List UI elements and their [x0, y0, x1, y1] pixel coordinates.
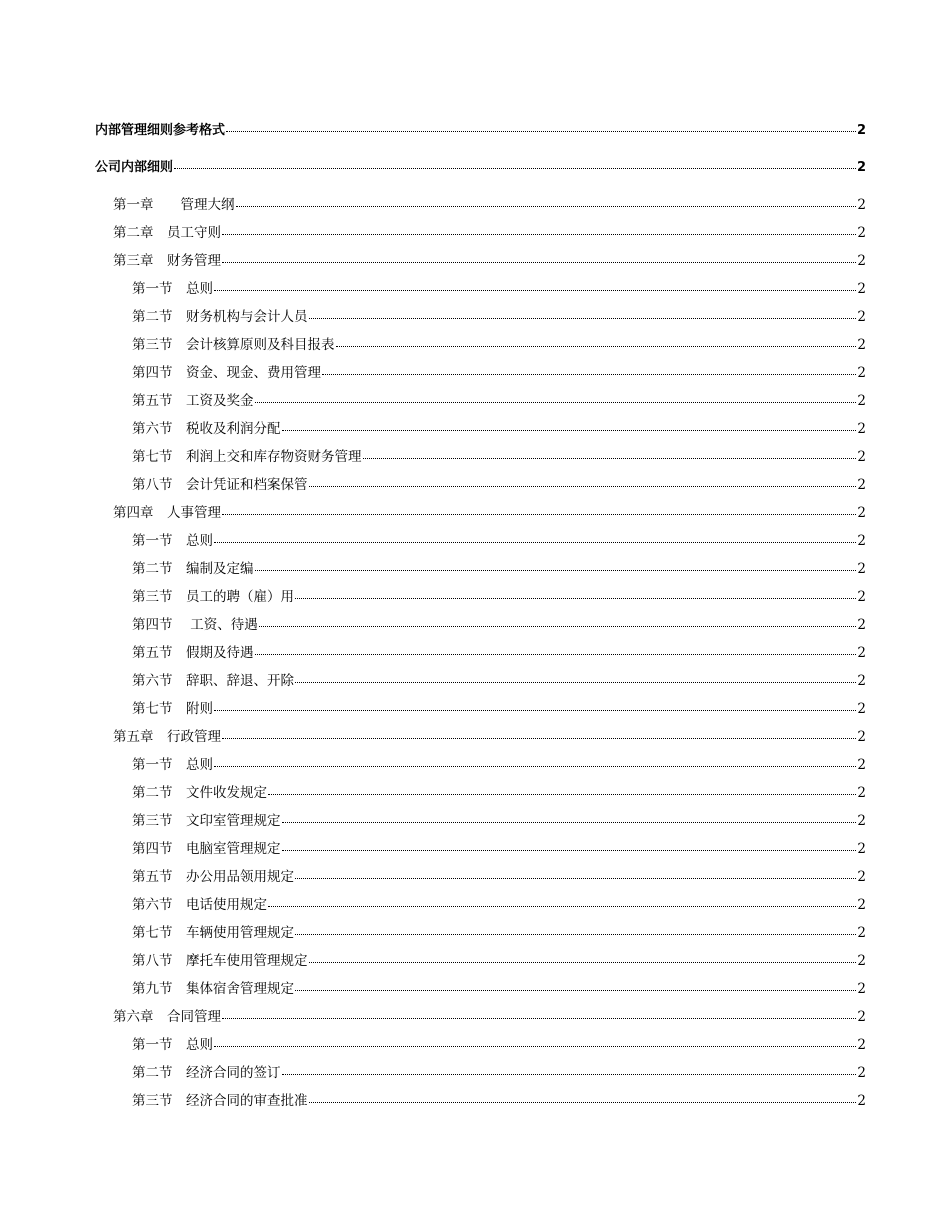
toc-entry-label: 第一章 管理大纲: [113, 197, 235, 213]
toc-entry[interactable]: [95, 919, 866, 947]
toc-dot-leader: [295, 867, 856, 881]
toc-entry[interactable]: [95, 331, 866, 359]
toc-entry-label: 第三节 文印室管理规定: [132, 813, 281, 829]
toc-entry[interactable]: [95, 275, 866, 303]
toc-dot-leader: [255, 559, 857, 573]
toc-entry-page-number: 2: [857, 729, 866, 745]
toc-entry-page-number: 2: [857, 869, 866, 885]
toc-entry-label: 第五节 工资及奖金: [132, 393, 254, 409]
toc-entry-page-number: 2: [857, 281, 866, 297]
toc-dot-leader: [268, 895, 856, 909]
toc-entry-page-number: 2: [857, 981, 866, 997]
toc-entry-page-number: 2: [857, 841, 866, 857]
toc-dot-leader: [222, 727, 856, 741]
toc-entry-label: 第七节 车辆使用管理规定: [132, 925, 294, 941]
toc-dot-leader: [214, 279, 856, 293]
toc-entry[interactable]: [95, 1031, 866, 1059]
toc-entry-label: 第一节 总则: [132, 281, 213, 297]
toc-entry-page-number: 2: [856, 123, 866, 138]
toc-dot-leader: [336, 335, 857, 349]
toc-entry[interactable]: [95, 527, 866, 555]
toc-entry-page-number: 2: [857, 309, 866, 325]
toc-entry-page-number: 2: [857, 449, 866, 465]
toc-entry-label: 第四节 工资、待遇: [132, 617, 258, 633]
toc-dot-leader: [309, 307, 857, 321]
toc-entry-page-number: 2: [857, 1037, 866, 1053]
toc-entry-page-number: 2: [857, 897, 866, 913]
toc-entry-page-number: 2: [857, 925, 866, 941]
toc-entry-label: 第五节 假期及待遇: [132, 645, 254, 661]
toc-dot-leader: [214, 1035, 856, 1049]
toc-entry[interactable]: [95, 779, 866, 807]
toc-dot-leader: [282, 811, 857, 825]
toc-entry[interactable]: [95, 555, 866, 583]
toc-entry-page-number: 2: [857, 757, 866, 773]
toc-entry-page-number: 2: [857, 617, 866, 633]
toc-dot-leader: [222, 503, 856, 517]
toc-entry-label: 第六节 税收及利润分配: [132, 421, 281, 437]
toc-entry[interactable]: [95, 835, 866, 863]
toc-entry[interactable]: [95, 499, 866, 527]
toc-entry-page-number: 2: [857, 393, 866, 409]
toc-entry-label: 第五章 行政管理: [113, 729, 221, 745]
toc-entry-page-number: 2: [857, 533, 866, 549]
toc-entry-label: 第三节 会计核算原则及科目报表: [132, 337, 335, 353]
toc-entry-label: 第二节 经济合同的签订: [132, 1065, 281, 1081]
toc-entry-page-number: 2: [857, 225, 866, 241]
toc-entry[interactable]: [95, 219, 866, 247]
toc-dot-leader: [295, 923, 856, 937]
toc-dot-leader: [214, 755, 856, 769]
toc-dot-leader: [226, 120, 856, 134]
toc-entry-page-number: 2: [857, 337, 866, 353]
toc-entry-label: 第四节 电脑室管理规定: [132, 841, 281, 857]
toc-dot-leader: [363, 447, 857, 461]
toc-entry[interactable]: [95, 415, 866, 443]
toc-entry-label: 第七节 利润上交和库存物资财务管理: [132, 449, 362, 465]
toc-dot-leader: [174, 157, 856, 171]
toc-dot-leader: [255, 643, 857, 657]
toc-entry-label: 第六节 辞职、辞退、开除: [132, 673, 294, 689]
toc-entry-label: 第九节 集体宿舍管理规定: [132, 981, 294, 997]
toc-entry[interactable]: [95, 639, 866, 667]
toc-entry-page-number: 2: [857, 1093, 866, 1109]
toc-entry-label: 第二节 文件收发规定: [132, 785, 267, 801]
toc-dot-leader: [309, 951, 857, 965]
toc-entry[interactable]: [95, 443, 866, 471]
toc-entry-label: 第三章 财务管理: [113, 253, 221, 269]
toc-entry[interactable]: [95, 154, 866, 191]
toc-entry-label: 第六节 电话使用规定: [132, 897, 267, 913]
toc-entry-label: 第八节 会计凭证和档案保管: [132, 477, 308, 493]
toc-entry-label: 第七节 附则: [132, 701, 213, 717]
toc-entry-label: 公司内部细则: [95, 160, 174, 175]
toc-entry-page-number: 2: [857, 701, 866, 717]
toc-dot-leader: [268, 783, 856, 797]
toc-entry-label: 第一节 总则: [132, 757, 213, 773]
toc-entry[interactable]: [95, 611, 866, 639]
toc-entry[interactable]: [95, 471, 866, 499]
toc-entry-label: 第三节 员工的聘（雇）用: [132, 589, 294, 605]
toc-entry-label: 第三节 经济合同的审查批准: [132, 1093, 308, 1109]
toc-dot-leader: [222, 251, 856, 265]
toc-dot-leader: [295, 979, 856, 993]
toc-entry[interactable]: [95, 723, 866, 751]
toc-dot-leader: [222, 223, 856, 237]
toc-entry-page-number: 2: [857, 197, 866, 213]
toc-entry-label: 第六章 合同管理: [113, 1009, 221, 1025]
toc-entry[interactable]: [95, 583, 866, 611]
table-of-contents: [95, 117, 866, 1115]
toc-entry-label: 第五节 办公用品领用规定: [132, 869, 294, 885]
toc-entry[interactable]: [95, 1059, 866, 1087]
toc-entry-label: 内部管理细则参考格式: [95, 123, 226, 138]
toc-entry[interactable]: [95, 303, 866, 331]
toc-dot-leader: [309, 475, 857, 489]
toc-entry-page-number: 2: [857, 813, 866, 829]
toc-dot-leader: [295, 587, 856, 601]
toc-entry-page-number: 2: [857, 785, 866, 801]
toc-entry-page-number: 2: [857, 1009, 866, 1025]
toc-dot-leader: [322, 363, 856, 377]
toc-dot-leader: [295, 671, 856, 685]
toc-entry[interactable]: [95, 387, 866, 415]
toc-entry-page-number: 2: [857, 589, 866, 605]
toc-entry-page-number: 2: [857, 253, 866, 269]
toc-entry-label: 第一节 总则: [132, 533, 213, 549]
toc-entry-label: 第四节 资金、现金、费用管理: [132, 365, 321, 381]
toc-dot-leader: [214, 531, 856, 545]
toc-entry[interactable]: [95, 751, 866, 779]
toc-entry-page-number: 2: [857, 673, 866, 689]
toc-dot-leader: [222, 1007, 856, 1021]
toc-dot-leader: [214, 699, 856, 713]
toc-dot-leader: [255, 391, 857, 405]
toc-entry-label: 第四章 人事管理: [113, 505, 221, 521]
toc-entry[interactable]: [95, 947, 866, 975]
toc-entry-page-number: 2: [857, 365, 866, 381]
toc-dot-leader: [282, 839, 857, 853]
toc-dot-leader: [282, 1063, 857, 1077]
toc-entry[interactable]: [95, 695, 866, 723]
toc-entry[interactable]: [95, 117, 866, 154]
toc-entry-label: 第二节 财务机构与会计人员: [132, 309, 308, 325]
toc-entry-page-number: 2: [857, 645, 866, 661]
toc-entry[interactable]: [95, 1087, 866, 1115]
toc-entry[interactable]: [95, 863, 866, 891]
toc-entry[interactable]: [95, 667, 866, 695]
toc-entry-page-number: 2: [857, 561, 866, 577]
toc-entry-label: 第二节 编制及定编: [132, 561, 254, 577]
toc-dot-leader: [309, 1091, 857, 1105]
toc-dot-leader: [236, 195, 857, 209]
toc-entry[interactable]: [95, 807, 866, 835]
toc-entry-page-number: 2: [857, 421, 866, 437]
toc-dot-leader: [282, 419, 857, 433]
toc-entry-label: 第一节 总则: [132, 1037, 213, 1053]
toc-entry-page-number: 2: [856, 160, 866, 175]
toc-dot-leader: [259, 615, 857, 629]
toc-entry-page-number: 2: [857, 1065, 866, 1081]
toc-entry[interactable]: [95, 891, 866, 919]
toc-entry[interactable]: [95, 247, 866, 275]
toc-entry[interactable]: [95, 975, 866, 1003]
toc-entry-page-number: 2: [857, 477, 866, 493]
toc-entry-label: 第二章 员工守则: [113, 225, 221, 241]
toc-entry-label: 第八节 摩托车使用管理规定: [132, 953, 308, 969]
toc-entry-page-number: 2: [857, 953, 866, 969]
toc-entry[interactable]: [95, 359, 866, 387]
toc-entry-page-number: 2: [857, 505, 866, 521]
toc-entry[interactable]: [95, 1003, 866, 1031]
toc-entry[interactable]: [95, 191, 866, 219]
